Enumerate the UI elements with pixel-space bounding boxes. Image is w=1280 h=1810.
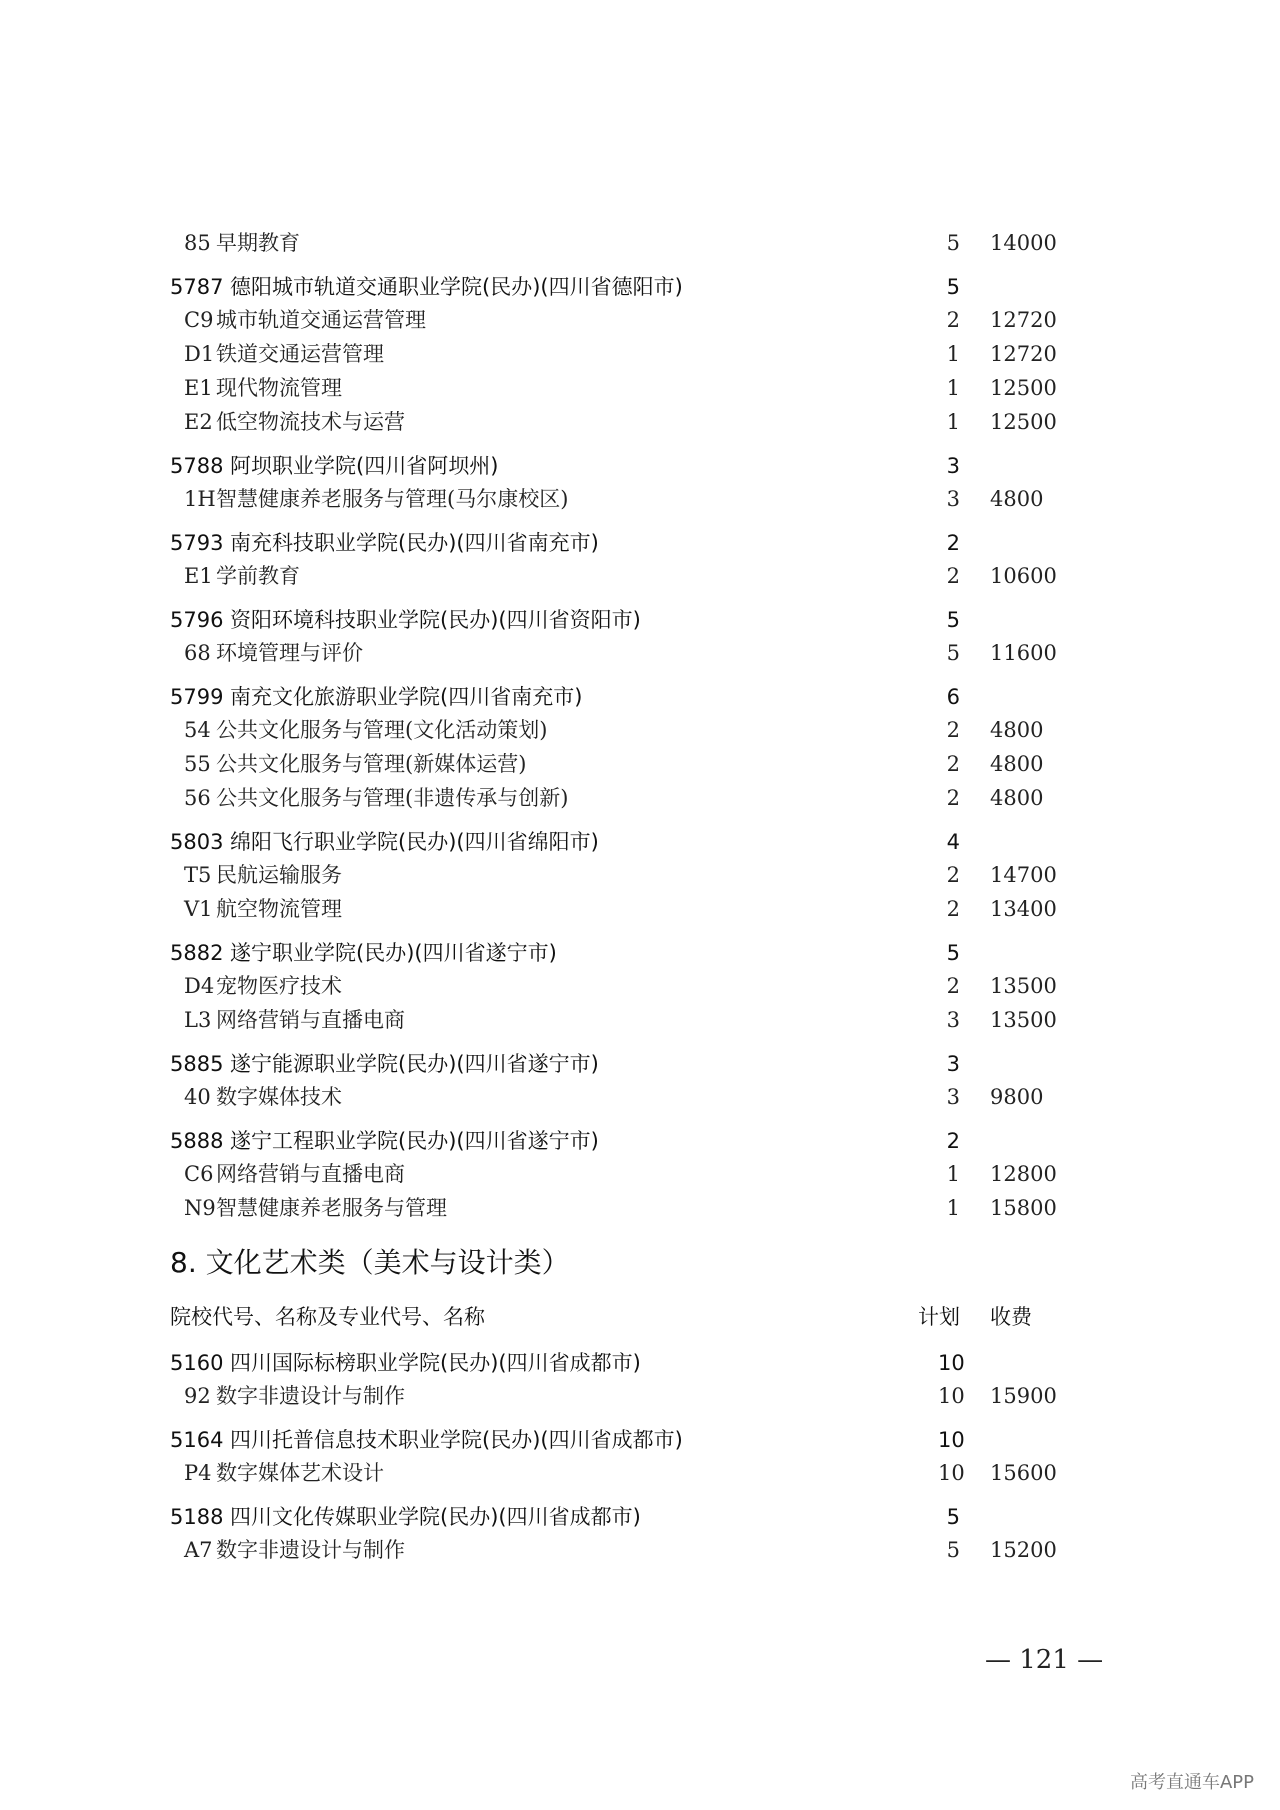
school-name: 遂宁能源职业学院(民办)(四川省遂宁市) xyxy=(230,1052,599,1076)
major-code: D4 xyxy=(184,974,215,998)
school-row xyxy=(170,449,1070,483)
major-fee: 12500 xyxy=(990,376,1057,400)
major-plan: 2 xyxy=(946,863,960,887)
school-name: 遂宁职业学院(民办)(四川省遂宁市) xyxy=(230,941,557,965)
watermark: 高考直通车APP xyxy=(1129,1772,1254,1793)
major-name: 公共文化服务与管理(非遗传承与创新) xyxy=(216,786,569,810)
major-fee: 15800 xyxy=(990,1196,1057,1220)
major-plan: 2 xyxy=(946,308,960,332)
school-plan: 10 xyxy=(938,1351,965,1375)
major-row xyxy=(170,1379,1070,1413)
major-row xyxy=(170,1191,1070,1225)
section-title: 8. 文化艺术类（美术与设计类） xyxy=(170,1246,570,1279)
school-row xyxy=(170,1423,1070,1457)
major-row xyxy=(170,337,1070,371)
major-code: N9 xyxy=(184,1196,216,1220)
major-row xyxy=(170,303,1070,337)
major-row xyxy=(170,892,1070,926)
school-code: 5160 xyxy=(170,1351,224,1375)
school-code: 5803 xyxy=(170,830,224,854)
major-plan: 5 xyxy=(946,1538,960,1562)
major-name: 网络营销与直播电商 xyxy=(216,1162,405,1186)
major-name: 公共文化服务与管理(文化活动策划) xyxy=(216,718,548,742)
major-fee: 13400 xyxy=(990,897,1057,921)
major-fee: 12720 xyxy=(990,308,1057,332)
school-row xyxy=(170,270,1070,304)
school-plan: 4 xyxy=(946,830,960,854)
major-code: P4 xyxy=(184,1461,212,1485)
major-plan: 1 xyxy=(946,1162,960,1186)
school-name: 绵阳飞行职业学院(民办)(四川省绵阳市) xyxy=(230,830,599,854)
major-name: 城市轨道交通运营管理 xyxy=(216,308,426,332)
school-name: 四川国际标榜职业学院(民办)(四川省成都市) xyxy=(230,1351,641,1375)
major-row xyxy=(170,713,1070,747)
page-number: — 121 — xyxy=(985,1645,1104,1675)
major-plan: 3 xyxy=(946,1085,960,1109)
major-fee: 14000 xyxy=(990,231,1057,255)
major-plan: 1 xyxy=(946,342,960,366)
major-name: 数字非遗设计与制作 xyxy=(216,1538,405,1562)
major-name: 宠物医疗技术 xyxy=(216,974,342,998)
major-code: A7 xyxy=(184,1538,213,1562)
major-fee: 11600 xyxy=(990,641,1057,665)
school-name: 资阳环境科技职业学院(民办)(四川省资阳市) xyxy=(230,608,641,632)
major-plan: 2 xyxy=(946,786,960,810)
school-name: 阿坝职业学院(四川省阿坝州) xyxy=(230,454,499,478)
major-fee: 10600 xyxy=(990,564,1057,588)
major-fee: 4800 xyxy=(990,786,1044,810)
major-name: 数字非遗设计与制作 xyxy=(216,1384,405,1408)
major-row xyxy=(170,969,1070,1003)
major-code: 55 xyxy=(184,752,211,776)
major-code: T5 xyxy=(184,863,212,887)
major-code: D1 xyxy=(184,342,215,366)
major-code: 85 xyxy=(184,231,211,255)
major-row xyxy=(170,405,1070,439)
major-fee: 13500 xyxy=(990,974,1057,998)
school-plan: 3 xyxy=(946,454,960,478)
major-plan: 2 xyxy=(946,897,960,921)
school-name: 四川托普信息技术职业学院(民办)(四川省成都市) xyxy=(230,1428,683,1452)
school-plan: 5 xyxy=(946,941,960,965)
major-plan: 1 xyxy=(946,376,960,400)
major-row xyxy=(170,1456,1070,1490)
school-row xyxy=(170,1047,1070,1081)
major-name: 现代物流管理 xyxy=(216,376,342,400)
major-fee: 15900 xyxy=(990,1384,1057,1408)
major-code: V1 xyxy=(184,897,213,921)
major-fee: 4800 xyxy=(990,487,1044,511)
school-plan: 6 xyxy=(946,685,960,709)
school-row xyxy=(170,936,1070,970)
major-code: E2 xyxy=(184,410,213,434)
school-name: 南充文化旅游职业学院(四川省南充市) xyxy=(230,685,583,709)
school-code: 5188 xyxy=(170,1505,224,1529)
major-row xyxy=(170,226,1070,260)
school-row xyxy=(170,1124,1070,1158)
major-code: 1H xyxy=(184,487,216,511)
major-name: 智慧健康养老服务与管理(马尔康校区) xyxy=(216,487,569,511)
major-name: 环境管理与评价 xyxy=(216,641,363,665)
school-name: 德阳城市轨道交通职业学院(民办)(四川省德阳市) xyxy=(230,275,683,299)
school-plan: 10 xyxy=(938,1428,965,1452)
school-name: 遂宁工程职业学院(民办)(四川省遂宁市) xyxy=(230,1129,599,1153)
school-code: 5888 xyxy=(170,1129,224,1153)
major-plan: 5 xyxy=(946,641,960,665)
school-row xyxy=(170,825,1070,859)
major-name: 早期教育 xyxy=(216,231,300,255)
major-code: 56 xyxy=(184,786,211,810)
major-code: 92 xyxy=(184,1384,211,1408)
major-row xyxy=(170,1533,1070,1567)
major-name: 学前教育 xyxy=(216,564,300,588)
major-row xyxy=(170,559,1070,593)
major-fee: 4800 xyxy=(990,752,1044,776)
major-name: 数字媒体技术 xyxy=(216,1085,342,1109)
major-plan: 1 xyxy=(946,1196,960,1220)
major-row xyxy=(170,482,1070,516)
major-code: E1 xyxy=(184,376,213,400)
major-row xyxy=(170,636,1070,670)
major-fee: 12800 xyxy=(990,1162,1057,1186)
school-name: 四川文化传媒职业学院(民办)(四川省成都市) xyxy=(230,1505,641,1529)
major-plan: 5 xyxy=(946,231,960,255)
header-label: 院校代号、名称及专业代号、名称 xyxy=(170,1305,485,1329)
major-plan: 3 xyxy=(946,1008,960,1032)
school-row xyxy=(170,526,1070,560)
major-plan: 10 xyxy=(938,1384,965,1408)
major-fee: 15600 xyxy=(990,1461,1057,1485)
major-plan: 1 xyxy=(946,410,960,434)
school-code: 5787 xyxy=(170,275,224,299)
major-row xyxy=(170,781,1070,815)
major-name: 民航运输服务 xyxy=(216,863,342,887)
major-plan: 3 xyxy=(946,487,960,511)
major-fee: 9800 xyxy=(990,1085,1044,1109)
major-plan: 2 xyxy=(946,564,960,588)
major-row xyxy=(170,747,1070,781)
major-name: 网络营销与直播电商 xyxy=(216,1008,405,1032)
major-name: 低空物流技术与运营 xyxy=(216,410,405,434)
major-fee: 15200 xyxy=(990,1538,1057,1562)
major-row xyxy=(170,1080,1070,1114)
major-name: 航空物流管理 xyxy=(216,897,342,921)
major-name: 铁道交通运营管理 xyxy=(216,342,384,366)
school-code: 5799 xyxy=(170,685,224,709)
major-fee: 12720 xyxy=(990,342,1057,366)
major-fee: 14700 xyxy=(990,863,1057,887)
school-plan: 5 xyxy=(946,608,960,632)
school-code: 5796 xyxy=(170,608,224,632)
major-row xyxy=(170,858,1070,892)
school-code: 5164 xyxy=(170,1428,224,1452)
school-plan: 2 xyxy=(946,1129,960,1153)
school-code: 5882 xyxy=(170,941,224,965)
header-fee: 收费 xyxy=(990,1305,1032,1329)
major-plan: 2 xyxy=(946,974,960,998)
school-code: 5788 xyxy=(170,454,224,478)
major-row xyxy=(170,1157,1070,1191)
major-row xyxy=(170,371,1070,405)
major-code: L3 xyxy=(184,1008,212,1032)
major-code: C9 xyxy=(184,308,214,332)
major-plan: 2 xyxy=(946,718,960,742)
major-plan: 10 xyxy=(938,1461,965,1485)
school-row xyxy=(170,603,1070,637)
major-name: 智慧健康养老服务与管理 xyxy=(216,1196,447,1220)
major-fee: 4800 xyxy=(990,718,1044,742)
school-row xyxy=(170,680,1070,714)
school-name: 南充科技职业学院(民办)(四川省南充市) xyxy=(230,531,599,555)
school-plan: 3 xyxy=(946,1052,960,1076)
school-row xyxy=(170,1500,1070,1534)
major-code: C6 xyxy=(184,1162,214,1186)
school-code: 5793 xyxy=(170,531,224,555)
school-row xyxy=(170,1346,1070,1380)
major-code: 54 xyxy=(184,718,211,742)
header-plan: 计划 xyxy=(918,1305,960,1329)
major-fee: 13500 xyxy=(990,1008,1057,1032)
school-plan: 5 xyxy=(946,1505,960,1529)
major-fee: 12500 xyxy=(990,410,1057,434)
school-plan: 2 xyxy=(946,531,960,555)
major-row xyxy=(170,1003,1070,1037)
major-code: E1 xyxy=(184,564,213,588)
school-code: 5885 xyxy=(170,1052,224,1076)
major-name: 数字媒体艺术设计 xyxy=(216,1461,384,1485)
major-plan: 2 xyxy=(946,752,960,776)
major-name: 公共文化服务与管理(新媒体运营) xyxy=(216,752,527,776)
major-code: 40 xyxy=(184,1085,211,1109)
table-header xyxy=(170,1300,1070,1334)
major-code: 68 xyxy=(184,641,211,665)
school-plan: 5 xyxy=(946,275,960,299)
